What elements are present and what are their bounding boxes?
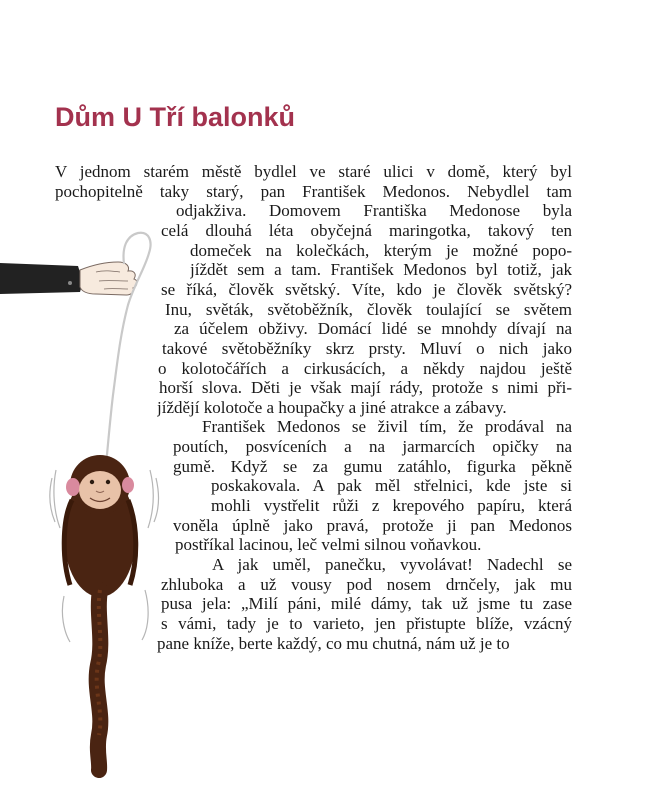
text-line: o kolotočářích a cirkusácích, a někdy najdou ještě [158, 358, 572, 378]
text-line: František Medonos se živil tím, že prodával na [202, 417, 572, 437]
text-line: s vámi, tady je to varieto, jen přistupte blíže, vzácný [161, 613, 572, 633]
text-line: zhluboka a už vousy pod nosem drnčely, jak mu [161, 574, 572, 594]
text-line: poskakovala. A pak měl střelnici, kde jste si [211, 476, 572, 496]
text-line: takové světoběžníky skrz prsty. Mluví o nich jako [162, 338, 572, 358]
text-line: voněla úplně jako pravá, protože ji pan Medonos [173, 515, 572, 535]
text-line: mohli vystřelit růži z krepového papíru, která [211, 496, 572, 516]
text-line: celá dlouhá léta obyčejná maringotka, takový ten [161, 220, 572, 240]
page-title: Dům U Tří balonků [55, 102, 296, 132]
text-line: horší slova. Děti je však mají rády, protože s nimi při- [159, 378, 572, 398]
motion-lines [50, 470, 159, 642]
rubber-string [106, 233, 151, 465]
text-line: A jak uměl, panečku, vyvolávat! Nadechl se [212, 555, 572, 574]
text-line: pusa jela: „Milí páni, milé dámy, tak už jsme tu zase [161, 594, 572, 614]
monkey-toy-icon [64, 455, 136, 770]
text-line: za účelem obživy. Domácí lidé se mnohdy dívají na [174, 319, 572, 339]
text-line: gumě. Když se za gumu zatáhlo, figurka pěkně [173, 456, 572, 476]
text-line: odjakživa. Domovem Františka Medonose byla [176, 201, 572, 221]
text-line: domeček na kolečkách, kterým je možné popo- [190, 240, 572, 260]
text-line: postříkal lacinou, leč velmi silnou voňavkou. [175, 535, 482, 555]
hand-holding-string-icon [80, 262, 137, 295]
text-line: poutích, posvíceních a na jarmarcích opičky na [173, 437, 572, 457]
text-line: pane kníže, berte každý, co mu chutná, nám už je to [157, 633, 510, 653]
text-line: se říká, člověk světský. Víte, kdo je člověk světský? [161, 279, 572, 299]
text-line: jíždějí kolotoče a houpačky a jiné atrakce a zábavy. [157, 397, 507, 417]
text-line: Inu, světák, světoběžník, člověk toulající se světem [165, 299, 572, 319]
sleeve-icon [0, 263, 83, 294]
text-line: V jednom starém městě bydlel ve staré ulici v domě, který byl [55, 162, 572, 181]
text-line: pochopitelně taky starý, pan František Medonos. Nebydlel tam [55, 181, 572, 201]
text-line: jíždět sem a tam. František Medonos byl totiž, jak [190, 260, 572, 280]
